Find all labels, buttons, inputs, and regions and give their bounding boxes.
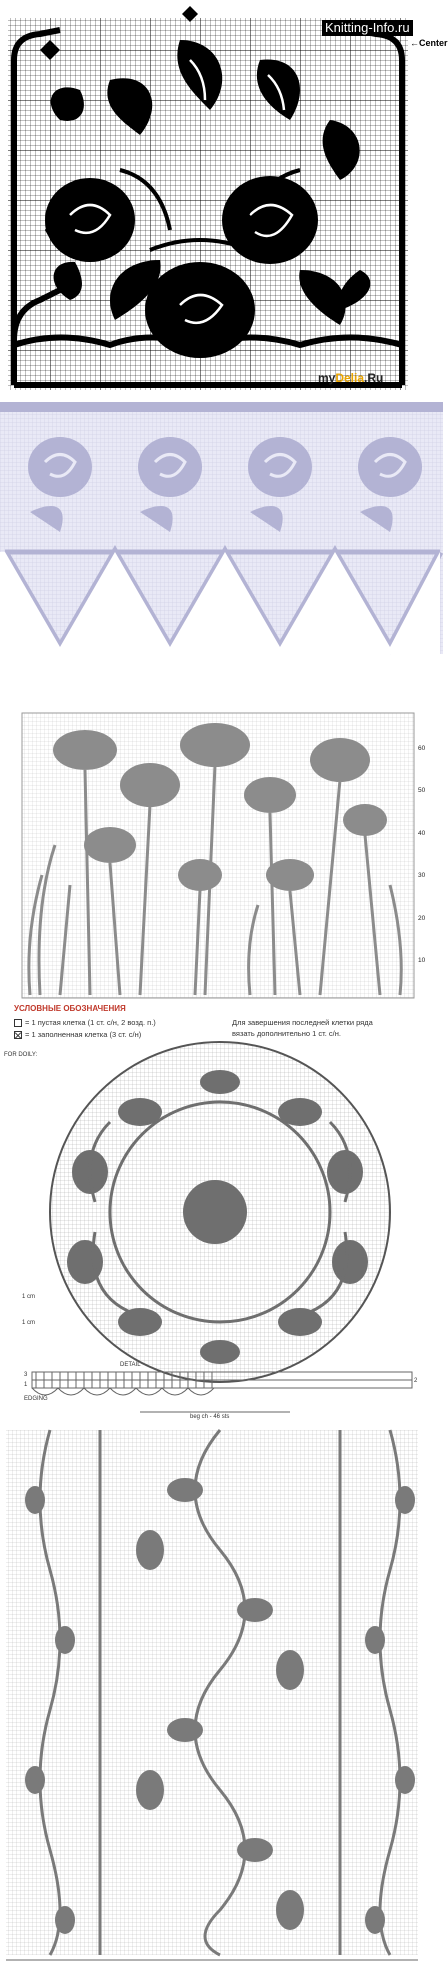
legend-title: УСЛОВНЫЕ ОБОЗНАЧЕНИЯ — [14, 1004, 126, 1013]
row-label-2: 2 — [414, 1378, 418, 1384]
center-label — [410, 38, 448, 48]
row-label-1: 1 — [24, 1382, 28, 1388]
legend-row-filled — [14, 1030, 141, 1039]
arrow-left-icon: ← — [410, 38, 419, 48]
filled-cell-icon — [14, 1031, 22, 1039]
empty-cell-icon — [14, 1019, 22, 1027]
row-number-40: 40 — [418, 830, 426, 837]
watermark-mydelia — [318, 371, 383, 385]
key-1cm-bottom: 1 cm — [22, 1320, 36, 1326]
row-number-30: 30 — [418, 872, 426, 879]
rose-panel-chart — [0, 0, 448, 398]
row-number-10: 10 — [418, 957, 426, 964]
legend-note-1: Для завершения последней клетки ряда — [232, 1018, 373, 1027]
legend-filled-text: = 1 заполненная клетка (3 ст. с/н) — [25, 1030, 142, 1039]
row-label-3: 3 — [24, 1372, 28, 1378]
edging-label: EDGING — [24, 1396, 48, 1402]
key-1cm-top: 1 cm — [22, 1294, 36, 1300]
doily-chart — [0, 1052, 443, 1426]
row-number-20: 20 — [418, 915, 426, 922]
watermark-mydelia-post: .Ru — [364, 371, 384, 385]
legend-row-empty — [14, 1018, 156, 1027]
center-label-text: Center — [419, 38, 448, 48]
row-number-50: 50 — [418, 787, 426, 794]
legend-note-2: вязать дополнительно 1 ст. с/н. — [232, 1029, 341, 1038]
doily-header: FOR DOILY: — [4, 1052, 38, 1058]
detail-label: DETAIL — [120, 1362, 141, 1368]
watermark-mydelia-accent: Delia — [335, 371, 365, 385]
watermark-mydelia-pre: my — [318, 371, 336, 385]
row-number-60: 60 — [418, 745, 426, 752]
rose-edging-chart — [0, 402, 443, 654]
vine-border-chart — [0, 1430, 443, 1969]
legend-empty-text: = 1 пустая клетка (1 ст. с/н, 2 возд. п.) — [25, 1018, 156, 1027]
beg-chain-label: beg ch - 46 sts — [190, 1414, 230, 1420]
watermark-knitting-info: Knitting-Info.ru — [322, 20, 413, 36]
wildflower-chart — [0, 705, 443, 1003]
